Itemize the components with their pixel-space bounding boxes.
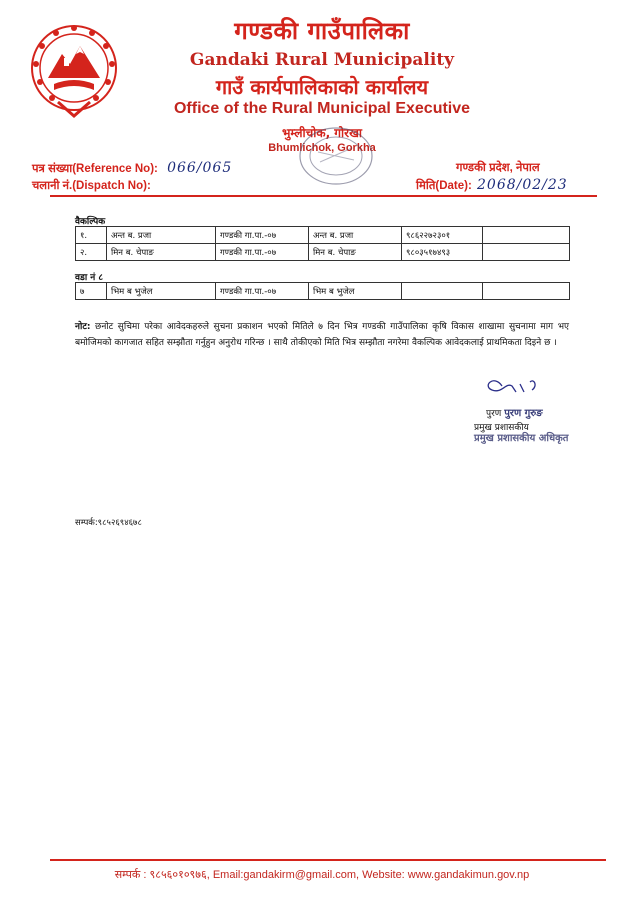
signatory-name-typed: पुरण (486, 409, 502, 419)
reference-value: 066/065 (167, 160, 233, 176)
province-label: गण्डकी प्रदेश, नेपाल (456, 162, 540, 174)
table-cell (402, 283, 483, 300)
table-cell: मिन ब. चेपाङ (309, 244, 402, 261)
table-cell: ७ (76, 283, 107, 300)
table-cell: ९८०३५१७४९३ (402, 244, 483, 261)
dispatch-label: चलानी नं.(Dispatch No): (32, 180, 151, 192)
signatory-name (486, 405, 543, 419)
signatory-title-stamp: प्रमुख प्रशासकीय अधिकृत (474, 433, 569, 444)
note-text: छनोट सुचिमा परेका आवेदकहरुले सुचना प्रकाशन भएको मितिले ७ दिन भित्र गण्डकी गाउँपालिका कृषि विकास शाखामा सुचनामा माग भए बमोजिमको कागजात सहित सम्झौता गर्नुहुन अनुरोध गरिन्छ । साथै तोकीएको मिति भित्र सम्झौता नगरेमा वैकल्पिक आवेदकलाई प्राथमिकता दिइने छ । (75, 322, 569, 348)
reference-number (32, 160, 232, 176)
date-line (416, 177, 568, 193)
date-value: 2068/02/23 (477, 177, 568, 193)
table-cell: गण्डकी गा.पा.-०७ (216, 283, 309, 300)
place-nepali: भुम्लीचोक, गोरखा (281, 126, 363, 140)
table-cell: गण्डकी गा.पा.-०७ (216, 244, 309, 261)
table-cell: भिम ब भुजेल (107, 283, 216, 300)
table-cell: भिम ब भुजेल (309, 283, 402, 300)
table-cell (483, 244, 570, 261)
table-row (76, 283, 570, 300)
dispatch-number (32, 177, 151, 193)
footer-divider (50, 859, 606, 861)
table-cell: ९८६२२७२३०१ (402, 227, 483, 244)
table-cell: १. (76, 227, 107, 244)
office-name-nepali: गाउँ कार्यपालिकाको कार्यालय (215, 75, 429, 99)
office-name-english: Office of the Rural Municipal Executive (173, 100, 471, 117)
date-label: मिति(Date): (416, 180, 472, 192)
section-title: वडा नं ८ (75, 273, 104, 283)
table-cell: अन्त ब. प्रजा (309, 227, 402, 244)
note-label: नोट: (75, 322, 91, 332)
table-cell (483, 283, 570, 300)
table-row (76, 227, 570, 244)
table-cell (483, 227, 570, 244)
table-cell: अन्त ब. प्रजा (107, 227, 216, 244)
signatory-name-stamp: पुरण गुरुङ (504, 408, 543, 419)
table-cell: मिन ब. चेपाङ (107, 244, 216, 261)
place-english: Bhumlichok, Gorkha (268, 142, 376, 154)
alternate-table (75, 226, 570, 261)
header-divider (50, 195, 597, 197)
footer-contact: सम्पर्क : ९८५६०१०९७६, Email:gandakirm@gmail.com, Website: www.gandakimun.gov.np (114, 869, 530, 881)
contact-number: सम्पर्क:९८५२६९४६७८ (75, 518, 142, 528)
municipality-name-nepali: गण्डकी गाउँपालिका (234, 17, 410, 45)
section-title: वैकल्पिक (75, 217, 106, 227)
reference-label: पत्र संख्या(Reference No): (32, 163, 158, 175)
signatory-title-typed: प्रमुख प्रशासकीय (474, 423, 529, 433)
table-row (76, 244, 570, 261)
table-cell: गण्डकी गा.पा.-०७ (216, 227, 309, 244)
office-stamp-icon (296, 124, 376, 188)
note-paragraph (75, 319, 569, 351)
municipality-name-english: Gandaki Rural Municipality (189, 50, 455, 70)
table-cell: २. (76, 244, 107, 261)
ward-table (75, 282, 570, 300)
